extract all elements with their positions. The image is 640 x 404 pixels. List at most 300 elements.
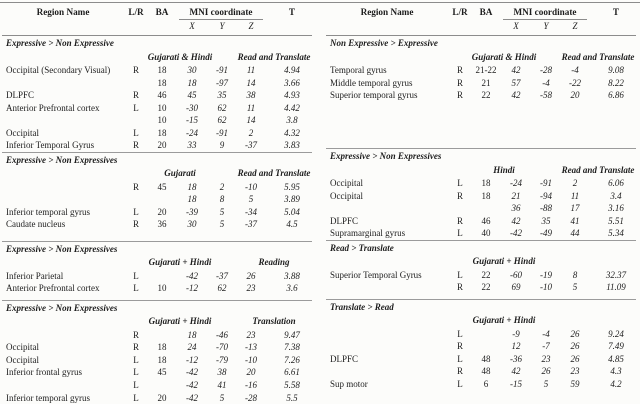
mni-z-cell: -16 [245,380,257,391]
mni-z-cell: -10 [245,354,257,365]
table-row [326,328,636,341]
brodmann-area-cell [472,202,500,215]
hemisphere-cell: R [456,90,463,101]
mni-x-cell: 42 [511,366,521,377]
region-name-cell [2,193,124,206]
region-name-cell: Inferior Temporal Gyrus [6,140,95,151]
table-row [326,365,636,378]
mni-x-cell: -42 [186,392,198,403]
table-body [326,36,636,399]
mni-z-cell: 44 [570,228,580,239]
mni-z-cell: 14 [246,115,256,126]
contrast-label: Expressive > Non Expressive [6,38,114,48]
mni-x-cell: -12 [186,354,198,365]
column-header-row [2,5,312,20]
mni-z-cell: 11 [246,102,256,113]
table-row [326,227,636,240]
task-label: Read and Translate [561,51,635,62]
t-value-cell: 3.83 [284,140,300,151]
mni-y-cell: -4 [542,77,550,88]
hemisphere-cell: R [456,341,463,352]
hemisphere-cell: R [456,215,463,226]
task-label: Read and Translate [237,51,311,62]
mni-z-cell: -37 [245,219,257,230]
table-row [326,190,636,203]
mni-z-cell: 59 [570,378,580,389]
mni-z-cell: 14 [246,77,256,88]
t-value-cell: 6.61 [284,367,300,378]
t-value-cell: 5.51 [608,215,624,226]
t-value-cell: 8.22 [608,77,624,88]
col-header-mni-coordinate: MNI coordinate [503,5,587,20]
table-row [326,64,636,77]
column-header-row [326,5,636,20]
table-row [2,366,312,379]
mni-y-cell: -91 [216,127,228,138]
region-name-cell [2,329,124,342]
contrast-label: Translate > Read [330,301,394,312]
mni-y-cell: -97 [216,77,228,88]
region-name-cell: Inferior temporal gyrus [6,392,90,403]
region-name-cell [326,202,448,215]
hemisphere-cell: R [132,140,139,151]
hemisphere-cell: L [133,127,139,138]
contrast-section [2,241,312,300]
mni-z-cell: 26 [570,341,580,352]
mni-z-cell: 5 [248,194,254,205]
table-row [2,341,312,354]
table-row [326,340,636,353]
region-name-cell [326,281,448,294]
t-value-cell: 3.89 [284,194,300,205]
t-value-cell: 32.37 [605,269,627,280]
brodmann-area-cell: 20 [157,206,167,217]
language-label: Gujarati & Hindi [147,51,213,62]
region-name-cell: Occipital [330,190,363,201]
mni-y-cell: 23 [541,353,551,364]
mni-x-cell: 18 [187,194,197,205]
table-row [326,269,636,282]
mni-y-cell: -7 [542,341,550,352]
region-name-cell: Supramarginal gyrus [330,228,406,239]
mni-x-cell: 18 [187,181,197,192]
t-value-cell: 5.58 [284,380,300,391]
t-value-cell: 3.88 [284,270,300,281]
contrast-label: Expressive > Non Expressives [6,243,118,254]
region-name-cell: Superior Temporal Gyrus [330,269,422,280]
hemisphere-cell [448,202,472,215]
brodmann-area-cell: 18 [157,65,167,75]
brodmann-area-cell: 36 [157,219,167,230]
t-value-cell: 9.47 [284,329,300,340]
brodmann-area-cell: 20 [157,140,167,151]
hemisphere-cell: L [457,228,463,239]
region-name-cell [2,77,124,90]
mni-x-cell: 36 [511,203,521,214]
brodmann-area-cell: 18 [157,342,167,353]
axis-y-label: Y [219,21,225,31]
table-row [2,206,312,219]
region-name-cell: Inferior Parietal [6,270,64,281]
hemisphere-cell: R [456,77,463,88]
region-name-cell: Sup motor [330,378,368,389]
hemisphere-cell [124,77,148,90]
coordinate-axes-header-row [2,20,312,33]
brodmann-area-cell: 18 [481,190,491,201]
contrast-section [326,240,636,299]
brodmann-area-cell: 18 [481,178,491,188]
brodmann-area-cell: 6 [483,378,489,389]
table-body [2,36,312,404]
coordinate-axes-header-row [326,20,636,33]
region-name-cell: DLPFC [330,215,359,226]
t-value-cell: 9.08 [608,65,624,75]
mni-z-cell: 20 [246,367,256,378]
region-name-cell: Occipital [6,127,39,138]
language-label: Gujarati + Hindi [472,315,536,326]
mni-y-cell: 5 [219,219,225,230]
hemisphere-cell: L [457,178,463,188]
mni-x-cell: 33 [187,140,197,151]
brodmann-area-cell: 21 [481,77,491,88]
region-name-cell: DLPFC [6,90,35,101]
section-header-row [326,242,636,269]
mni-x-cell: 18 [187,77,197,88]
section-header-row [2,243,312,270]
results-table-half [2,3,312,404]
mni-x-cell: -42 [186,367,198,378]
t-value-cell: 7.26 [284,354,300,365]
mni-y-cell: -58 [540,90,552,101]
mni-z-cell: 11 [246,65,256,75]
table-row [326,177,636,190]
region-name-cell [326,365,448,378]
region-name-cell: Occipital [6,342,39,353]
mni-z-cell: -28 [245,392,257,403]
region-name-cell: Anterior Prefrontal cortex [6,102,100,113]
region-name-cell: Superior temporal gyrus [330,90,418,101]
t-value-cell: 3.66 [284,77,300,88]
region-name-cell [326,328,448,341]
mni-z-cell: -4 [571,65,579,75]
language-label: Gujarati & Hindi [471,51,537,62]
mni-y-cell: -49 [540,228,552,239]
contrast-label: Expressive > Non Expressives [6,302,118,313]
table-row [2,193,312,206]
mni-x-cell: -36 [510,353,522,364]
mni-x-cell: -39 [186,206,198,217]
table-row [326,378,636,391]
mni-x-cell: 42 [511,215,521,226]
brodmann-area-cell [472,328,500,341]
mni-x-cell: 45 [187,90,197,101]
t-value-cell: 5.5 [286,392,298,403]
table-row [326,353,636,366]
mni-x-cell: 24 [187,342,197,353]
table-row [326,215,636,228]
mni-x-cell: 57 [511,77,521,88]
axis-x-label: X [513,21,519,31]
mni-y-cell: 5 [543,378,549,389]
mni-y-cell: -94 [540,190,552,201]
table-row [2,379,312,392]
hemisphere-cell: L [457,269,463,280]
brodmann-area-cell: 10 [157,102,167,113]
mni-y-cell: -10 [540,282,552,293]
task-label: Translation [252,316,296,327]
task-label [560,314,636,328]
mni-x-cell: 18 [187,329,197,340]
brodmann-area-cell: 10 [157,115,167,126]
mni-y-cell: 9 [219,140,225,151]
mni-y-cell: 8 [219,194,225,205]
col-header-mni-coordinate: MNI coordinate [179,5,263,20]
t-value-cell: 4.3 [610,366,622,377]
table-row [2,329,312,342]
task-label [560,255,636,269]
t-value-cell: 4.2 [610,378,622,389]
region-name-cell: DLPFC [330,353,359,364]
mni-x-cell: -15 [186,115,198,126]
contrast-section [2,36,312,152]
hemisphere-cell [124,193,148,206]
col-header-hemisphere: L/R [128,7,144,17]
hemisphere-cell: R [132,342,139,353]
mni-y-cell: -28 [540,65,552,75]
mni-y-cell: -79 [216,354,228,365]
table-row [2,64,312,77]
table-row [2,139,312,152]
mni-y-cell: -4 [542,328,550,339]
mni-y-cell: 2 [219,181,225,192]
col-header-brodmann-area: BA [479,7,493,17]
brodmann-area-cell: 18 [157,77,167,88]
table-row [2,218,312,231]
brodmann-area-cell: 46 [157,90,167,101]
mni-z-cell: -13 [245,342,257,353]
table-row [326,281,636,294]
mni-z-cell: 8 [572,269,578,280]
contrast-label: Non Expressive > Expressive [330,38,438,48]
mni-x-cell: -24 [510,178,522,188]
t-value-cell: 3.6 [286,283,298,294]
language-label: Gujarati [164,168,196,179]
hemisphere-cell: L [457,328,463,339]
region-name-cell: Caudate nucleus [6,219,66,230]
section-header-row [2,37,312,64]
hemisphere-cell: R [456,366,463,377]
region-name-cell: Anterior Prefrontal cortex [6,283,100,294]
contrast-label: Expressive > Non Expressives [6,154,118,165]
t-value-cell: 6.86 [608,90,624,101]
mni-z-cell: 38 [246,90,256,101]
table-row [326,77,636,90]
hemisphere-cell: R [132,181,139,192]
col-header-region-name: Region Name [36,7,90,17]
table-header [326,3,636,36]
section-header-row [2,154,312,181]
mni-x-cell: 12 [511,341,521,352]
t-value-cell: 4.94 [284,65,300,75]
axis-x-label: X [189,21,195,31]
region-name-cell: Middle temporal gyrus [330,77,413,88]
language-label: Gujarati + Hindi [148,316,212,327]
contrast-section [2,300,312,404]
t-value-cell: 4.42 [284,102,300,113]
mni-z-cell: 23 [246,329,256,340]
hemisphere-cell: L [133,380,139,391]
mni-y-cell: -37 [216,270,228,281]
hemisphere-cell: L [133,283,139,294]
axis-y-label: Y [543,21,549,31]
task-label: Read and Translate [237,168,311,179]
t-value-cell: 7.38 [284,342,300,353]
contrast-label: Read > Translate [330,242,394,253]
mni-y-cell: -70 [216,342,228,353]
mni-z-cell: 17 [570,203,580,214]
brodmann-area-cell: 48 [481,353,491,364]
brodmann-area-cell: 46 [481,215,491,226]
region-name-cell [326,340,448,353]
region-name-cell: Inferior frontal gyrus [6,367,82,378]
brodmann-area-cell: 21-22 [475,65,497,75]
mni-x-cell: 69 [511,282,521,293]
t-value-cell: 5.34 [608,228,624,239]
t-value-cell: 6.06 [608,178,624,188]
region-name-cell: Inferior temporal gyrus [6,206,90,217]
t-value-cell: 4.5 [286,219,298,230]
hemisphere-cell: L [133,102,139,113]
mni-z-cell: 23 [246,283,256,294]
region-name-cell [2,114,124,127]
t-value-cell: 3.8 [286,115,298,126]
mni-z-cell: 2 [572,178,578,188]
mni-y-cell: 5 [219,392,225,403]
t-value-cell: 3.16 [608,203,624,214]
contrast-section [326,36,636,148]
axis-z-label: Z [248,21,254,31]
mni-x-cell: -60 [510,269,522,280]
t-value-cell: 7.49 [608,341,624,352]
mni-x-cell: 30 [187,219,197,230]
hemisphere-cell: L [457,353,463,364]
table-row [2,127,312,140]
contrast-label: Expressive > Non Expressives [330,151,442,161]
brodmann-area-cell: 22 [481,269,491,280]
brodmann-area-cell [472,340,500,353]
table-row [2,392,312,404]
contrast-section [326,148,636,240]
mni-x-cell: -42 [510,228,522,239]
table-row [2,270,312,283]
table-row [326,89,636,102]
mni-x-cell: -42 [186,270,198,281]
task-label: Reading [258,257,290,268]
col-header-t-value: T [288,7,296,17]
mni-x-cell: 42 [511,65,521,75]
mni-y-cell: 26 [541,366,551,377]
brodmann-area-cell: 18 [157,354,167,365]
hemisphere-cell: R [132,90,139,101]
mni-y-cell: 62 [217,115,227,126]
col-header-hemisphere: L/R [452,7,468,17]
mni-z-cell: 2 [248,127,254,138]
contrast-section [2,152,312,241]
t-value-cell: 5.04 [284,206,300,217]
mni-y-cell: -91 [540,178,552,188]
hemisphere-cell: L [133,206,139,217]
mni-x-cell: -30 [186,102,198,113]
hemisphere-cell: R [456,190,463,201]
hemisphere-cell: L [133,270,139,281]
hemisphere-cell: R [132,65,139,75]
mni-y-cell: 35 [217,90,227,101]
brodmann-area-cell: 10 [157,283,167,294]
mni-x-cell: -24 [186,127,198,138]
mni-z-cell: 20 [570,90,580,101]
table-row [326,202,636,215]
mni-x-cell: 21 [511,190,521,201]
mni-z-cell: 26 [246,270,256,281]
hemisphere-cell: R [132,329,139,340]
task-label: Read and Translate [561,164,635,175]
contrast-section [326,299,636,399]
section-header-row [2,302,312,329]
mni-z-cell: -22 [569,77,581,88]
t-value-cell: 9.24 [608,328,624,339]
table-row [2,181,312,194]
hemisphere-cell: R [132,219,139,230]
mni-x-cell: 30 [187,65,197,75]
mni-y-cell: 35 [541,215,551,226]
brodmann-area-cell [148,329,176,342]
table-row [2,354,312,367]
brodmann-area-cell: 22 [481,282,491,293]
hemisphere-cell [124,114,148,127]
table-row [2,102,312,115]
mni-z-cell: 26 [570,353,580,364]
t-value-cell: 4.93 [284,90,300,101]
mni-x-cell: 42 [511,90,521,101]
region-name-cell: Temporal gyrus [330,65,387,75]
hemisphere-cell: L [133,354,139,365]
mni-z-cell: -10 [245,181,257,192]
brain-activation-results-table [0,2,640,404]
mni-z-cell: 41 [570,215,580,226]
mni-z-cell: 26 [570,328,580,339]
language-label: Gujarati + Hindi [148,257,212,268]
brodmann-area-cell: 45 [157,367,167,378]
brodmann-area-cell: 20 [157,392,167,403]
mni-y-cell: -88 [540,203,552,214]
brodmann-area-cell: 22 [481,90,491,101]
mni-z-cell: 23 [570,366,580,377]
table-row [2,77,312,90]
mni-y-cell: 62 [217,283,227,294]
mni-z-cell: -34 [245,206,257,217]
brodmann-area-cell: 18 [157,127,167,138]
mni-y-cell: 62 [217,102,227,113]
hemisphere-cell: R [456,282,463,293]
region-name-cell: Occipital (Secondary Visual) [6,65,111,75]
col-header-region-name: Region Name [360,7,414,17]
table-header [2,3,312,36]
axis-z-label: Z [572,21,578,31]
mni-y-cell: -19 [540,269,552,280]
t-value-cell: 4.85 [608,353,624,364]
language-label: Hindi [493,164,515,175]
brodmann-area-cell [148,379,176,392]
